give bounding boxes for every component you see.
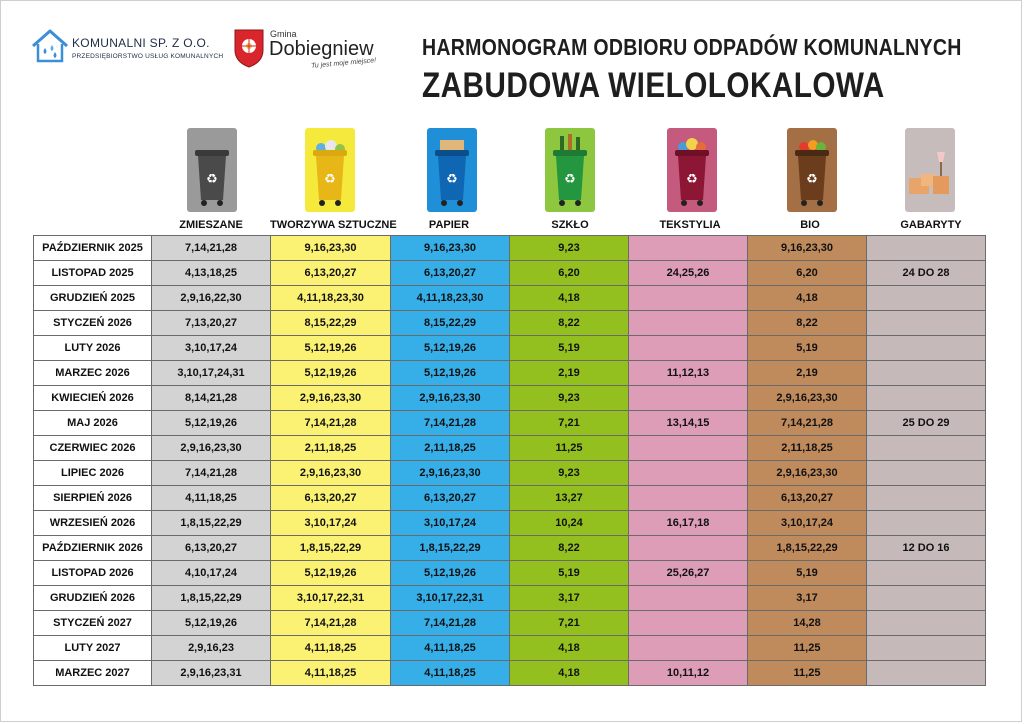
zmieszane-cell: 2,9,16,23,31 bbox=[152, 661, 271, 686]
column-header-tworzywa: TWORZYWA SZTUCZNE bbox=[270, 219, 397, 231]
gmina-name: Dobiegniew bbox=[269, 38, 374, 60]
svg-text:♻: ♻ bbox=[564, 172, 576, 187]
month-cell: WRZESIEŃ 2026 bbox=[34, 511, 152, 536]
gabaryty-cell bbox=[867, 661, 986, 686]
table-row bbox=[34, 286, 986, 311]
szklo-cell: 4,18 bbox=[510, 636, 629, 661]
table-row bbox=[34, 386, 986, 411]
tekstylia-cell bbox=[629, 536, 748, 561]
tekstylia-cell bbox=[629, 286, 748, 311]
column-header-papier: PAPIER bbox=[428, 219, 470, 231]
bio-cell: 6,13,20,27 bbox=[748, 486, 867, 511]
papier-cell: 1,8,15,22,29 bbox=[391, 536, 510, 561]
gabaryty-cell bbox=[867, 236, 986, 261]
month-cell: LUTY 2027 bbox=[34, 636, 152, 661]
tekstylia-cell bbox=[629, 586, 748, 611]
month-cell: MARZEC 2026 bbox=[34, 361, 152, 386]
month-cell: STYCZEŃ 2026 bbox=[34, 311, 152, 336]
table-row bbox=[34, 461, 986, 486]
papier-cell: 2,9,16,23,30 bbox=[391, 386, 510, 411]
table-row bbox=[34, 661, 986, 686]
gabaryty-cell bbox=[867, 611, 986, 636]
tekstylia-cell: 24,25,26 bbox=[629, 261, 748, 286]
gabaryty-cell: 12 DO 16 bbox=[867, 536, 986, 561]
gabaryty-cell bbox=[867, 386, 986, 411]
bio-cell: 5,19 bbox=[748, 561, 867, 586]
tekstylia-cell: 16,17,18 bbox=[629, 511, 748, 536]
svg-text:♻: ♻ bbox=[446, 172, 458, 187]
bio-cell: 11,25 bbox=[748, 636, 867, 661]
gabaryty-cell: 25 DO 29 bbox=[867, 411, 986, 436]
szklo-cell: 9,23 bbox=[510, 386, 629, 411]
szklo-cell: 9,23 bbox=[510, 236, 629, 261]
szklo-cell: 7,21 bbox=[510, 611, 629, 636]
table-row bbox=[34, 336, 986, 361]
column-header-tekstylia: TEKSTYLIA bbox=[659, 219, 721, 231]
schedule-table bbox=[33, 235, 986, 686]
svg-text:♻: ♻ bbox=[324, 172, 336, 187]
tworzywa-cell: 1,8,15,22,29 bbox=[271, 536, 391, 561]
bio-cell: 2,9,16,23,30 bbox=[748, 461, 867, 486]
bio-cell: 3,17 bbox=[748, 586, 867, 611]
gabaryty-cell bbox=[867, 311, 986, 336]
house-drops-icon bbox=[30, 28, 70, 64]
zmieszane-cell: 7,14,21,28 bbox=[152, 461, 271, 486]
month-cell: PAŹDZIERNIK 2025 bbox=[34, 236, 152, 261]
szklo-cell: 4,18 bbox=[510, 661, 629, 686]
papier-cell: 5,12,19,26 bbox=[391, 361, 510, 386]
page-title: HARMONOGRAM ODBIORU ODPADÓW KOMUNALNYCH bbox=[422, 34, 962, 60]
gabaryty-cell bbox=[867, 436, 986, 461]
month-cell: GRUDZIEŃ 2025 bbox=[34, 286, 152, 311]
szklo-cell: 13,27 bbox=[510, 486, 629, 511]
bio-cell: 7,14,21,28 bbox=[748, 411, 867, 436]
tworzywa-cell: 3,10,17,24 bbox=[271, 511, 391, 536]
tworzywa-cell: 6,13,20,27 bbox=[271, 261, 391, 286]
table-row bbox=[34, 611, 986, 636]
szklo-cell: 3,17 bbox=[510, 586, 629, 611]
month-cell: STYCZEŃ 2027 bbox=[34, 611, 152, 636]
tworzywa-cell: 5,12,19,26 bbox=[271, 561, 391, 586]
green-glass-bin-icon bbox=[545, 128, 595, 212]
bio-cell: 9,16,23,30 bbox=[748, 236, 867, 261]
gabaryty-cell bbox=[867, 361, 986, 386]
papier-cell: 2,9,16,23,30 bbox=[391, 461, 510, 486]
month-cell: KWIECIEŃ 2026 bbox=[34, 386, 152, 411]
table-row bbox=[34, 411, 986, 436]
tekstylia-cell bbox=[629, 311, 748, 336]
zmieszane-cell: 8,14,21,28 bbox=[152, 386, 271, 411]
zmieszane-cell: 3,10,17,24,31 bbox=[152, 361, 271, 386]
month-cell: LUTY 2026 bbox=[34, 336, 152, 361]
tworzywa-cell: 2,9,16,23,30 bbox=[271, 461, 391, 486]
zmieszane-cell: 7,14,21,28 bbox=[152, 236, 271, 261]
papier-cell: 5,12,19,26 bbox=[391, 561, 510, 586]
tworzywa-cell: 4,11,18,25 bbox=[271, 636, 391, 661]
company-name: KOMUNALNI SP. Z O.O. bbox=[72, 36, 210, 50]
gabaryty-cell bbox=[867, 286, 986, 311]
bio-cell: 3,10,17,24 bbox=[748, 511, 867, 536]
table-row bbox=[34, 636, 986, 661]
month-cell: LISTOPAD 2025 bbox=[34, 261, 152, 286]
column-header-gabaryty: GABARYTY bbox=[900, 219, 962, 231]
tworzywa-cell: 8,15,22,29 bbox=[271, 311, 391, 336]
svg-text:♻: ♻ bbox=[806, 172, 818, 187]
column-header-bio: BIO bbox=[800, 219, 820, 231]
papier-cell: 2,11,18,25 bbox=[391, 436, 510, 461]
gabaryty-cell bbox=[867, 461, 986, 486]
month-cell: MAJ 2026 bbox=[34, 411, 152, 436]
svg-text:♻: ♻ bbox=[686, 172, 698, 187]
month-cell: PAŹDZIERNIK 2026 bbox=[34, 536, 152, 561]
papier-cell: 6,13,20,27 bbox=[391, 486, 510, 511]
month-cell: SIERPIEŃ 2026 bbox=[34, 486, 152, 511]
table-row bbox=[34, 436, 986, 461]
gabaryty-cell bbox=[867, 586, 986, 611]
gabaryty-cell: 24 DO 28 bbox=[867, 261, 986, 286]
zmieszane-cell: 2,9,16,23 bbox=[152, 636, 271, 661]
bio-cell: 2,19 bbox=[748, 361, 867, 386]
tworzywa-cell: 6,13,20,27 bbox=[271, 486, 391, 511]
brown-bio-bin-icon bbox=[787, 128, 837, 212]
tworzywa-cell: 5,12,19,26 bbox=[271, 336, 391, 361]
month-cell: LISTOPAD 2026 bbox=[34, 561, 152, 586]
tekstylia-cell: 10,11,12 bbox=[629, 661, 748, 686]
coat-of-arms-icon bbox=[233, 28, 265, 68]
bio-cell: 14,28 bbox=[748, 611, 867, 636]
gabaryty-cell bbox=[867, 511, 986, 536]
zmieszane-cell: 1,8,15,22,29 bbox=[152, 511, 271, 536]
tekstylia-cell bbox=[629, 386, 748, 411]
tworzywa-cell: 7,14,21,28 bbox=[271, 611, 391, 636]
table-row bbox=[34, 536, 986, 561]
szklo-cell: 5,19 bbox=[510, 336, 629, 361]
papier-cell: 4,11,18,23,30 bbox=[391, 286, 510, 311]
svg-text:♻: ♻ bbox=[206, 172, 218, 187]
month-cell: LIPIEC 2026 bbox=[34, 461, 152, 486]
gmina-label: Gmina bbox=[270, 29, 297, 39]
company-subtitle: PRZEDSIĘBIORSTWO USŁUG KOMUNALNYCH bbox=[72, 53, 224, 60]
szklo-cell: 5,19 bbox=[510, 561, 629, 586]
tekstylia-cell: 11,12,13 bbox=[629, 361, 748, 386]
zmieszane-cell: 1,8,15,22,29 bbox=[152, 586, 271, 611]
szklo-cell: 4,18 bbox=[510, 286, 629, 311]
zmieszane-cell: 4,11,18,25 bbox=[152, 486, 271, 511]
bio-cell: 4,18 bbox=[748, 286, 867, 311]
papier-cell: 4,11,18,25 bbox=[391, 661, 510, 686]
month-cell: GRUDZIEŃ 2026 bbox=[34, 586, 152, 611]
tworzywa-cell: 2,11,18,25 bbox=[271, 436, 391, 461]
papier-cell: 7,14,21,28 bbox=[391, 611, 510, 636]
table-row bbox=[34, 586, 986, 611]
table-row bbox=[34, 236, 986, 261]
table-row bbox=[34, 361, 986, 386]
table-row bbox=[34, 261, 986, 286]
bio-cell: 2,11,18,25 bbox=[748, 436, 867, 461]
tworzywa-cell: 4,11,18,25 bbox=[271, 661, 391, 686]
szklo-cell: 2,19 bbox=[510, 361, 629, 386]
zmieszane-cell: 2,9,16,22,30 bbox=[152, 286, 271, 311]
yellow-plastics-bin-icon bbox=[305, 128, 355, 212]
zmieszane-cell: 7,13,20,27 bbox=[152, 311, 271, 336]
bio-cell: 11,25 bbox=[748, 661, 867, 686]
tworzywa-cell: 5,12,19,26 bbox=[271, 361, 391, 386]
zmieszane-cell: 6,13,20,27 bbox=[152, 536, 271, 561]
zmieszane-cell: 5,12,19,26 bbox=[152, 611, 271, 636]
tworzywa-cell: 7,14,21,28 bbox=[271, 411, 391, 436]
tekstylia-cell bbox=[629, 461, 748, 486]
papier-cell: 7,14,21,28 bbox=[391, 411, 510, 436]
zmieszane-cell: 4,10,17,24 bbox=[152, 561, 271, 586]
bio-cell: 2,9,16,23,30 bbox=[748, 386, 867, 411]
tekstylia-cell: 25,26,27 bbox=[629, 561, 748, 586]
papier-cell: 9,16,23,30 bbox=[391, 236, 510, 261]
szklo-cell: 8,22 bbox=[510, 536, 629, 561]
tworzywa-cell: 4,11,18,23,30 bbox=[271, 286, 391, 311]
szklo-cell: 8,22 bbox=[510, 311, 629, 336]
page-subtitle: ZABUDOWA WIELOLOKALOWA bbox=[422, 66, 885, 105]
papier-cell: 8,15,22,29 bbox=[391, 311, 510, 336]
komunalni-logo bbox=[30, 28, 230, 68]
szklo-cell: 10,24 bbox=[510, 511, 629, 536]
papier-cell: 3,10,17,24 bbox=[391, 511, 510, 536]
month-cell: CZERWIEC 2026 bbox=[34, 436, 152, 461]
szklo-cell: 6,20 bbox=[510, 261, 629, 286]
tworzywa-cell: 3,10,17,22,31 bbox=[271, 586, 391, 611]
bulky-furniture-icon bbox=[905, 128, 955, 212]
month-cell: MARZEC 2027 bbox=[34, 661, 152, 686]
szklo-cell: 9,23 bbox=[510, 461, 629, 486]
bio-cell: 1,8,15,22,29 bbox=[748, 536, 867, 561]
szklo-cell: 7,21 bbox=[510, 411, 629, 436]
gabaryty-cell bbox=[867, 486, 986, 511]
column-header-szklo: SZKŁO bbox=[551, 219, 589, 231]
papier-cell: 5,12,19,26 bbox=[391, 336, 510, 361]
zmieszane-cell: 4,13,18,25 bbox=[152, 261, 271, 286]
blue-paper-bin-icon bbox=[427, 128, 477, 212]
papier-cell: 4,11,18,25 bbox=[391, 636, 510, 661]
table-row bbox=[34, 486, 986, 511]
zmieszane-cell: 5,12,19,26 bbox=[152, 411, 271, 436]
tekstylia-cell bbox=[629, 336, 748, 361]
gabaryty-cell bbox=[867, 336, 986, 361]
bio-cell: 8,22 bbox=[748, 311, 867, 336]
tekstylia-cell: 13,14,15 bbox=[629, 411, 748, 436]
tekstylia-cell bbox=[629, 436, 748, 461]
papier-cell: 6,13,20,27 bbox=[391, 261, 510, 286]
szklo-cell: 11,25 bbox=[510, 436, 629, 461]
tekstylia-cell bbox=[629, 486, 748, 511]
column-header-zmieszane: ZMIESZANE bbox=[179, 219, 243, 231]
zmieszane-cell: 2,9,16,23,30 bbox=[152, 436, 271, 461]
maroon-textile-bin-icon bbox=[667, 128, 717, 212]
table-row bbox=[34, 561, 986, 586]
gabaryty-cell bbox=[867, 636, 986, 661]
papier-cell: 3,10,17,22,31 bbox=[391, 586, 510, 611]
tworzywa-cell: 2,9,16,23,30 bbox=[271, 386, 391, 411]
gray-waste-bin-icon bbox=[187, 128, 237, 212]
tworzywa-cell: 9,16,23,30 bbox=[271, 236, 391, 261]
table-row bbox=[34, 511, 986, 536]
tekstylia-cell bbox=[629, 611, 748, 636]
gabaryty-cell bbox=[867, 561, 986, 586]
gmina-logo bbox=[233, 28, 413, 70]
bio-cell: 5,19 bbox=[748, 336, 867, 361]
zmieszane-cell: 3,10,17,24 bbox=[152, 336, 271, 361]
table-row bbox=[34, 311, 986, 336]
gmina-slogan: Tu jest moje miejsce! bbox=[310, 57, 377, 70]
bio-cell: 6,20 bbox=[748, 261, 867, 286]
tekstylia-cell bbox=[629, 236, 748, 261]
tekstylia-cell bbox=[629, 636, 748, 661]
